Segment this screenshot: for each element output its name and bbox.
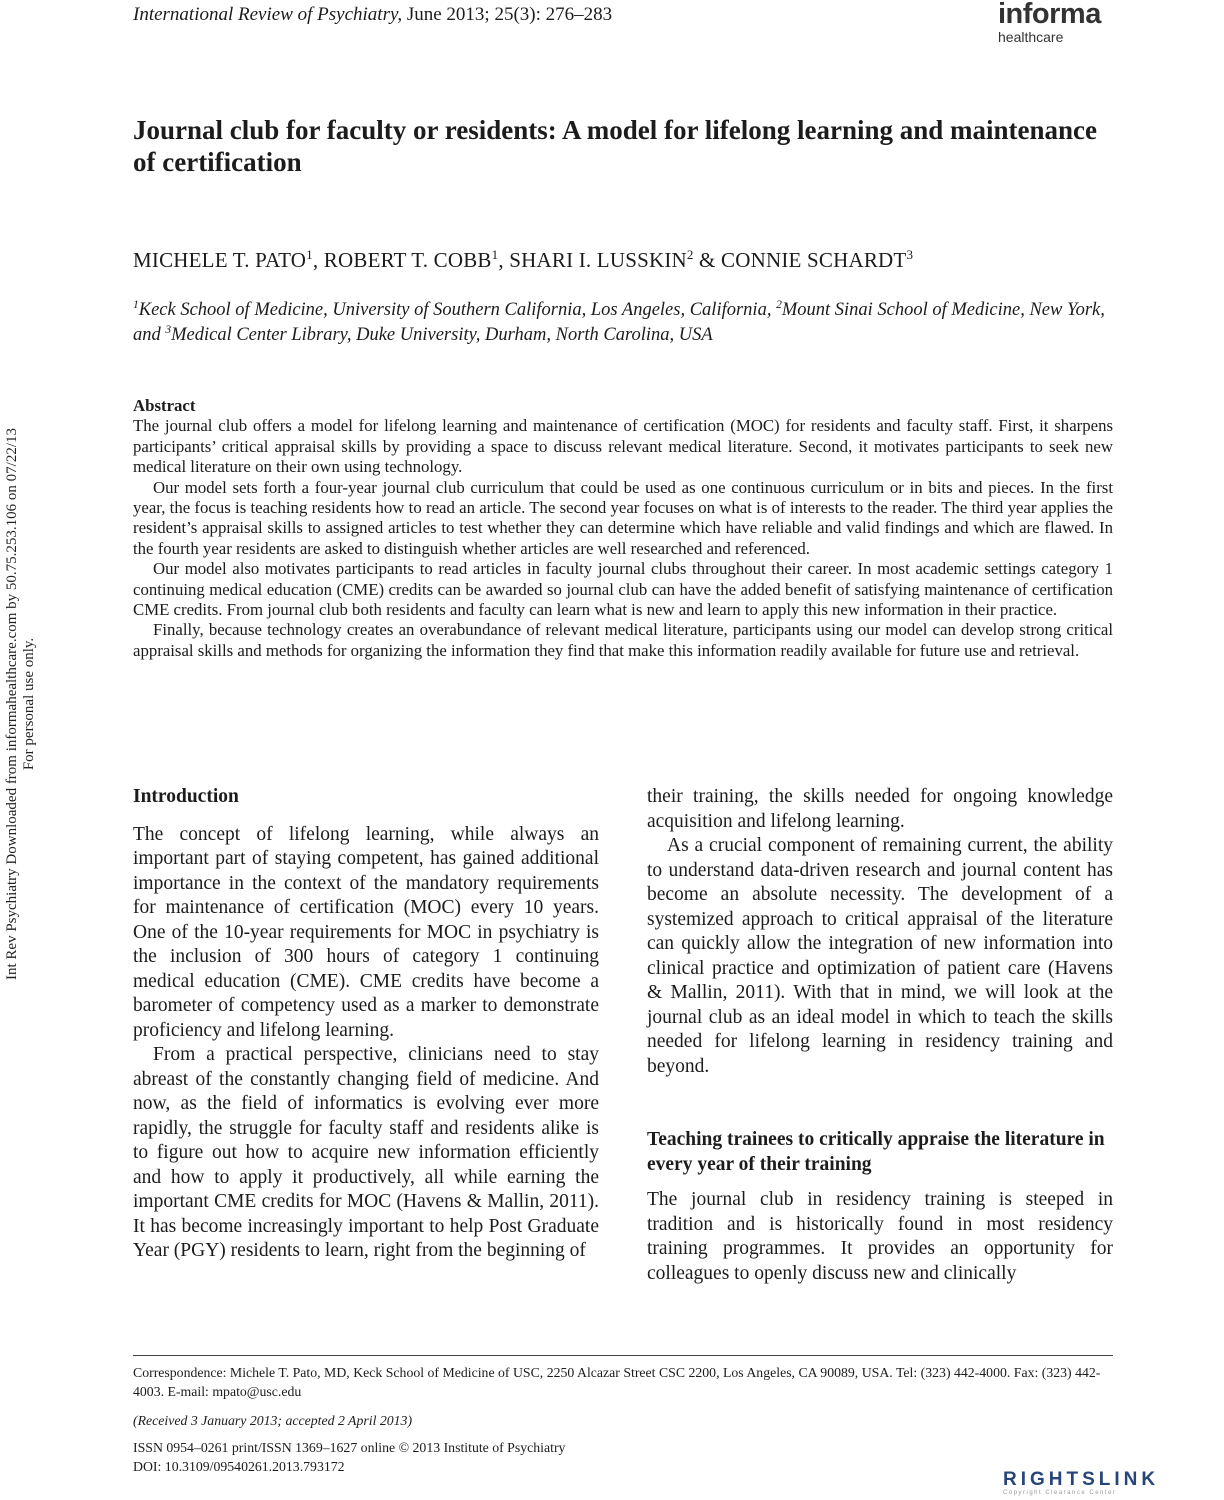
author-affiliation-mark: 1 (491, 247, 499, 262)
abstract-paragraph: Our model also motivates participants to read articles in faculty journal clubs throughout their career. In most academic settings category 1 continuing medical education (CME) credits can be awarded so journal club can have the added benefit of satisfying maintenance of certification CME credits. From journal club both residents and faculty can learn what is new and learn to apply this new information in their practice. (133, 559, 1113, 620)
affiliation-number: 2 (776, 298, 782, 311)
publisher-logo (998, 0, 1118, 44)
author-name: ROBERT T. COBB (323, 248, 492, 272)
rightslink-tagline: Copyright Clearance Center (1003, 1490, 1117, 1496)
abstract (133, 396, 1113, 661)
body-column-right (647, 785, 1113, 1286)
body-paragraph: The journal club in residency training is steeped in tradition and is historically found in most residency training programmes. It provides an opportunity for colleagues to openly discuss new and clinically (647, 1189, 1113, 1284)
affiliations (133, 298, 1113, 348)
issn: ISSN 0954–0261 print/ISSN 1369–1627 online © 2013 Institute of Psychiatry (133, 1440, 566, 1455)
download-stamp (4, 384, 38, 1024)
author-affiliation-mark: 1 (306, 247, 313, 262)
affiliation-number: 3 (165, 323, 172, 336)
received-dates: (Received 3 January 2013; accepted 2 April 2013) (133, 1413, 413, 1428)
download-stamp-line: For personal use only. (21, 637, 37, 771)
affiliation-number: 1 (133, 298, 139, 311)
author-name: SHARI I. LUSSKIN (509, 248, 687, 272)
author-separator: , (498, 248, 510, 272)
body-paragraph: As a crucial component of remaining current, the ability to understand data-driven research and journal content has become an absolute necessity. The development of a systemized approach to critical appraisal of the literature can quickly allow the integration of new information into clinical practice and optimization of patient care (Havens & Mallin, 2011). With that in mind, we will look at the journal club as an ideal model in which to teach the skills needed for lifelong learning in residency training and beyond. (647, 835, 1113, 1077)
running-head (133, 4, 612, 26)
affiliation-text: Keck School of Medicine, University of Southern California, Los Angeles, California, (138, 300, 777, 320)
author-list (133, 248, 1113, 273)
rightslink-logo (1003, 1470, 1213, 1500)
article-title: Journal club for faculty or residents: A model for lifelong learning and maintenance of certification (133, 115, 1098, 177)
author-affiliation-mark: 3 (906, 247, 914, 262)
author-name: CONNIE SCHARDT (721, 248, 907, 272)
abstract-heading: Abstract (133, 396, 196, 415)
issue-info: June 2013; 25(3): 276–283 (402, 4, 613, 25)
body-paragraph: The concept of lifelong learning, while always an important part of staying competent, has gained additional importance in the context of the mandatory requirements for maintenance of certification (MOC) every 10 years. One of the 10-year requirements for MOC in psychiatry is the inclusion of 300 hours of category 1 continuing medical education (CME). CME credits have become a barometer of competency used as a marker to demonstrate proficiency and lifelong learning. (133, 823, 599, 1041)
doi: DOI: 10.3109/09540261.2013.793172 (133, 1459, 345, 1474)
footer-rule (133, 1355, 1113, 1356)
body-paragraph: From a practical perspective, clinicians need to stay abreast of the constantly changing field of medicine. And now, as the field of informatics is evolving ever more rapidly, the struggle for faculty staff and residents alike is to figure out how to acquire new information efficiently and how to apply it productively, all while earning the important CME credits for MOC (Havens & Mallin, 2011). It has become increasingly important to help Post Graduate Year (PGY) residents to learn, right from the beginning of (133, 1044, 599, 1261)
correspondence: Correspondence: Michele T. Pato, MD, Keck School of Medicine of USC, 2250 Alcazar Street CSC 2200, Los Angeles, CA 90089, USA. Tel: (323) 442-4000. Fax: (323) 442-4003. E-mail: mpato@usc.edu (133, 1365, 1101, 1399)
footer (133, 1363, 1113, 1476)
abstract-paragraph: The journal club offers a model for lifelong learning and maintenance of certification (MOC) for residents and faculty staff. First, it sharpens participants’ critical appraisal skills by providing a space to discuss relevant medical literature. Second, it motivates participants to seek new medical literature on their own using technology. (133, 416, 1113, 477)
section-heading-introduction: Introduction (133, 786, 239, 807)
abstract-paragraph: Our model sets forth a four-year journal club curriculum that could be used as one continuous curriculum or in bits and pieces. In the first year, the focus is teaching residents how to read an article. The second year focuses on what is of interests to the reader. The third year applies the resident’s appraisal skills to assigned articles to test whether they can determine which have reliable and valid findings and which are flawed. In the fourth year residents are asked to distinguish whether articles are well researched and referenced. (133, 477, 1113, 558)
abstract-paragraph: Finally, because technology creates an overabundance of relevant medical literature, participants using our model can develop strong critical appraisal skills and methods for organizing the information they find that make this information readily available for future use and retrieval. (133, 620, 1113, 660)
section-heading-teaching: Teaching trainees to critically appraise the literature in every year of their training (647, 1129, 1105, 1175)
publisher-name: informa (998, 0, 1101, 30)
affiliation-text: Mount Sinai School of Medicine, New York, and (133, 300, 1105, 345)
body-paragraph: their training, the skills needed for ongoing knowledge acquisition and lifelong learning. (647, 786, 1113, 832)
affiliation-text: Medical Center Library, Duke University, Durham, North Carolina, USA (171, 325, 713, 345)
author-name: MICHELE T. PATO (133, 248, 307, 272)
rightslink-label: RIGHTSLINK (1003, 1469, 1160, 1490)
author-affiliation-mark: 2 (686, 247, 694, 262)
journal-name: International Review of Psychiatry, (133, 4, 403, 25)
publisher-tagline: healthcare (998, 29, 1064, 45)
author-separator: , (312, 248, 324, 272)
download-stamp-line: Int Rev Psychiatry Downloaded from informahealthcare.com by 50.75.253.106 on 07/22/13 (4, 428, 20, 980)
body-column-left (133, 785, 599, 1264)
author-separator: & (693, 248, 722, 272)
